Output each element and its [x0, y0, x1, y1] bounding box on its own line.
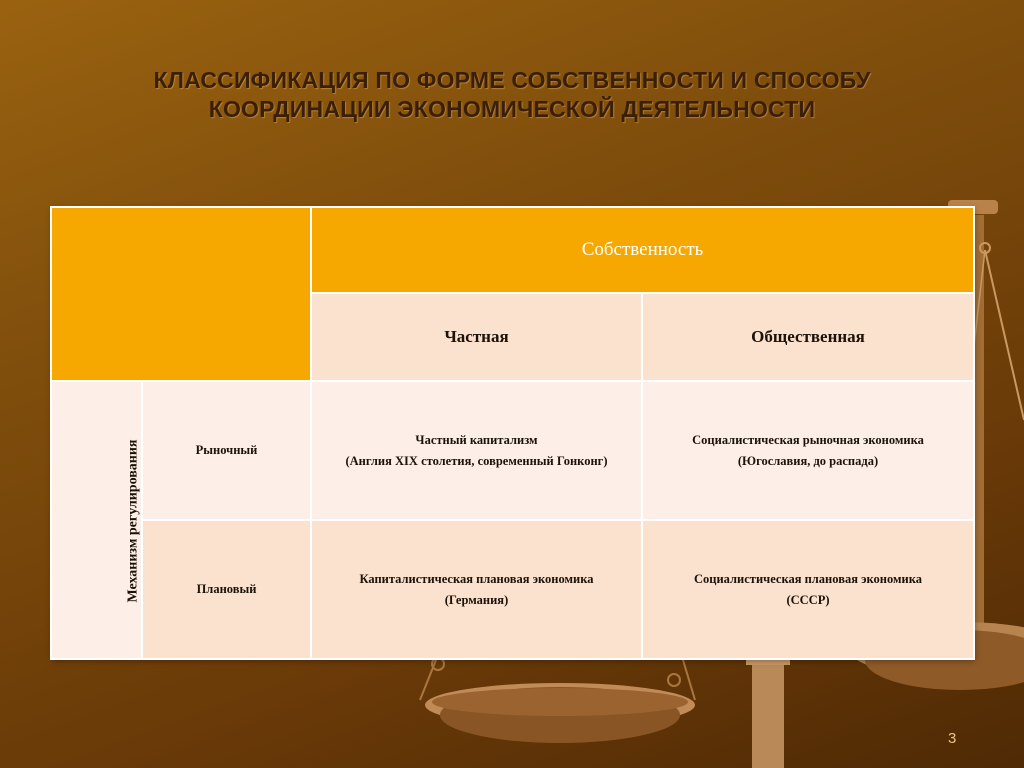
cell-line: Частный капитализм [415, 432, 538, 447]
row-label-market: Рыночный [143, 382, 310, 519]
cell-line: (Германия) [444, 592, 509, 607]
cell-line: (Англия XIX столетия, современный Гонконг) [345, 453, 608, 468]
cell-line: Социалистическая плановая экономика [694, 571, 922, 586]
column-header-private: Частная [312, 294, 641, 380]
cell-line: Социалистическая рыночная экономика [692, 432, 924, 447]
slide-title-line-2: КООРДИНАЦИИ ЭКОНОМИЧЕСКОЙ ДЕЯТЕЛЬНОСТИ [208, 96, 816, 122]
row-group-regulation-mechanism [52, 382, 141, 658]
row-group-label: Механизм регулирования [125, 439, 141, 603]
cell-planned-private [312, 521, 641, 658]
cell-line: (Югославия, до распада) [737, 453, 879, 468]
slide-title-line-1: КЛАССИФИКАЦИЯ ПО ФОРМЕ СОБСТВЕННОСТИ И СПОСОБУ [153, 67, 871, 93]
row-label-planned: Плановый [143, 521, 310, 658]
column-header-public: Общественная [643, 294, 973, 380]
cell-line: (СССР) [786, 592, 830, 607]
header-ownership: Собственность [312, 208, 973, 292]
classification-table [50, 206, 973, 658]
table-corner-cell [52, 208, 310, 380]
cell-line: Капиталистическая плановая экономика [359, 571, 594, 586]
page-number: 3 [948, 730, 957, 747]
cell-market-public [643, 382, 973, 519]
cell-market-private [312, 382, 641, 519]
slide-title [60, 66, 964, 124]
cell-planned-public [643, 521, 973, 658]
